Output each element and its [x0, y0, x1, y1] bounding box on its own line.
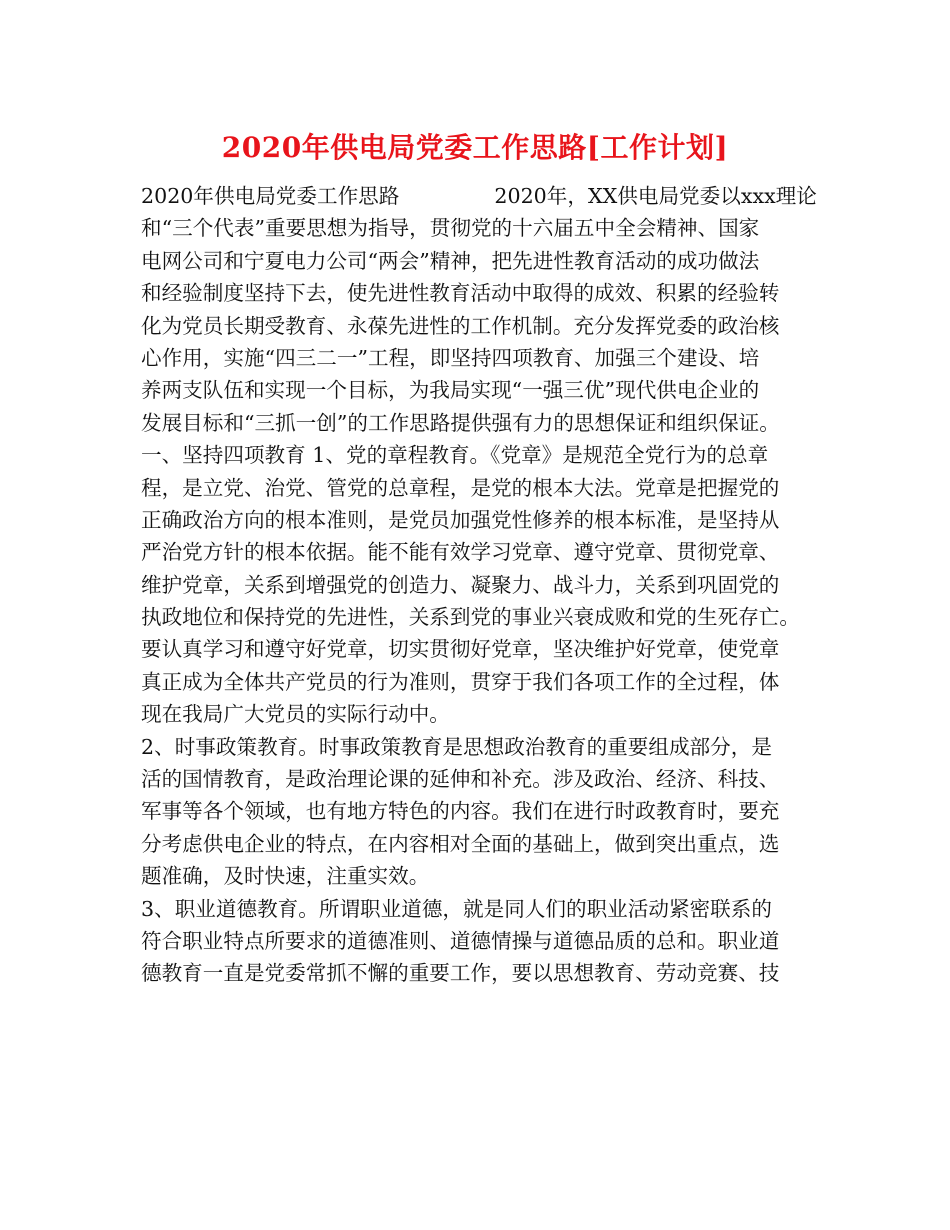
body-line: 养两支队伍和实现一个目标，为我局实现“一强三优”现代供电企业的 [141, 378, 760, 403]
body-line: 德教育一直是党委常抓不懈的重要工作，要以思想教育、劳动竞赛、技 [141, 961, 780, 986]
body-line: 和“三个代表”重要思想为指导，贯彻党的十六届五中全会精神、国家 [141, 216, 760, 241]
body-line: 电网公司和宁夏电力公司“两会”精神，把先进性教育活动的成功做法 [141, 248, 760, 273]
body-line: 维护党章，关系到增强党的创造力、凝聚力、战斗力，关系到巩固党的 [141, 572, 780, 597]
body-line: 程，是立党、治党、管党的总章程，是党的根本大法。党章是把握党的 [141, 475, 780, 500]
body-line [141, 180, 831, 212]
body-line: 2、时事政策教育。时事政策教育是思想政治教育的重要组成部分，是 [141, 734, 772, 759]
body-line: 分考虑供电企业的特点，在内容相对全面的基础上，做到突出重点，选 [141, 831, 780, 856]
document-title: 2020年供电局党委工作思路[工作计划] [221, 131, 729, 164]
body-line: 一、坚持四项教育 1、党的章程教育。《党章》是规范全党行为的总章 [141, 443, 769, 468]
inline-heading: 2020年供电局党委工作思路 [141, 184, 400, 208]
body-line: 心作用，实施“四三二一”工程，即坚持四项教育、加强三个建设、培 [141, 345, 760, 370]
body-line: 严治党方针的根本依据。能不能有效学习党章、遵守党章、贯彻党章、 [141, 540, 780, 565]
body-line: 真正成为全体共产党员的行为准则，贯穿于我们各项工作的全过程，体 [141, 669, 780, 694]
body-line: 化为党员长期受教育、永葆先进性的工作机制。充分发挥党委的政治核 [141, 313, 780, 338]
body-line: 活的国情教育，是政治理论课的延伸和补充。涉及政治、经济、科技、 [141, 767, 780, 792]
body-line: 正确政治方向的根本准则，是党员加强党性修养的根本标准，是坚持从 [141, 507, 780, 532]
body-line: 现在我局广大党员的实际行动中。 [141, 702, 450, 727]
body-line: 和经验制度坚持下去，使先进性教育活动中取得的成效、积累的经验转 [141, 281, 780, 306]
body-line: 发展目标和“三抓一创”的工作思路提供强有力的思想保证和组织保证。 [141, 410, 780, 435]
body-line: 军事等各个领域，也有地方特色的内容。我们在进行时政教育时，要充 [141, 799, 780, 824]
document-body [141, 180, 831, 990]
body-line: 要认真学习和遵守好党章，切实贯彻好党章，坚决维护好党章，使党章 [141, 637, 780, 662]
body-line: 3、职业道德教育。所谓职业道德，就是同人们的职业活动紧密联系的 [141, 896, 772, 921]
body-line: 符合职业特点所要求的道德准则、道德情操与道德品质的总和。职业道 [141, 928, 780, 953]
inline-text: 2020年，XX供电局党委以xxx理论 [494, 184, 817, 208]
body-line: 执政地位和保持党的先进性，关系到党的事业兴衰成败和党的生死存亡。 [141, 605, 800, 630]
body-line: 题准确，及时快速，注重实效。 [141, 864, 430, 889]
